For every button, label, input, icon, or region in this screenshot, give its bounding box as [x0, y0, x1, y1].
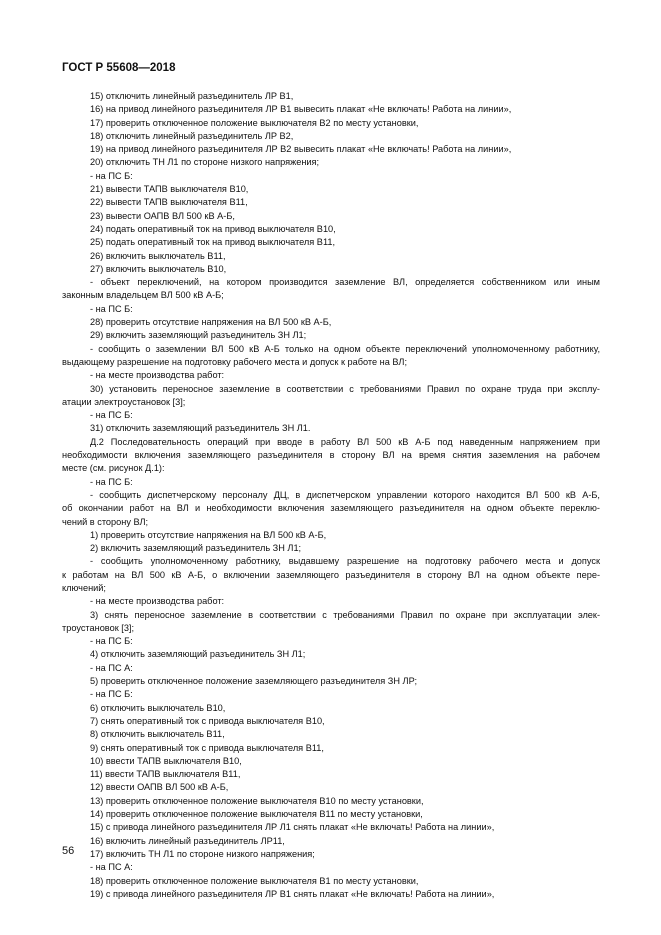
- page-number: 56: [62, 845, 75, 857]
- text-line: - объект переключений, на котором производится заземление ВЛ, определяется собственником или иным: [90, 277, 600, 288]
- text-line: - сообщить уполномоченному работнику, выдавшему разрешение на подготовку рабочего места и допуск: [90, 556, 600, 567]
- text-line: 11) ввести ТАПВ выключателя В11,: [90, 769, 241, 780]
- text-line: 1) проверить отсутствие напряжения на ВЛ 500 кВ А-Б,: [90, 529, 327, 540]
- text-line: - сообщить о заземлении ВЛ 500 кВ А-Б только на одном объекте переключений уполномоченному работнику,: [90, 343, 600, 354]
- text-line: 13) проверить отключенное положение выключателя В10 по месту установки,: [90, 795, 424, 806]
- text-line: 24) подать оперативный ток на привод выключателя В10,: [90, 223, 336, 234]
- text-line: 12) ввести ОАПВ ВЛ 500 кВ А-Б,: [90, 782, 229, 793]
- document-header: ГОСТ Р 55608—2018: [62, 62, 176, 74]
- document-body: [62, 90, 600, 901]
- text-line: 6) отключить выключатель В10,: [90, 702, 226, 713]
- text-line: 21) вывести ТАПВ выключателя В10,: [90, 184, 249, 195]
- text-line: 29) включить заземляющий разъединитель ЗН Л1;: [90, 330, 307, 341]
- text-line: 19) с привода линейного разъединителя ЛР В1 снять плакат «Не включать! Работа на линии»,: [90, 888, 495, 899]
- text-line: - на ПС Б:: [90, 476, 133, 487]
- text-line: 26) включить выключатель В11,: [90, 250, 226, 261]
- text-line: 16) на привод линейного разъединителя ЛР В1 вывесить плакат «Не включать! Работа на линии»,: [90, 104, 512, 115]
- text-line: Д.2 Последовательность операций при вводе в работу ВЛ 500 кВ А-Б под наведенным напряжением при: [90, 436, 600, 447]
- text-line: - на ПС Б:: [90, 636, 133, 647]
- text-line: 7) снять оперативный ток с привода выключателя В10,: [90, 715, 325, 726]
- text-line: - на ПС Б:: [90, 170, 133, 181]
- text-line: - на месте производства работ:: [90, 370, 225, 381]
- text-line: троустановок [3];: [62, 622, 135, 633]
- text-line: 10) ввести ТАПВ выключателя В10,: [90, 755, 242, 766]
- text-line: 18) проверить отключенное положение выключателя В1 по месту установки,: [90, 875, 419, 886]
- text-line: - на ПС Б:: [90, 689, 133, 700]
- text-line: 18) отключить линейный разъединитель ЛР В2,: [90, 130, 294, 141]
- text-line: - на ПС Б:: [90, 303, 133, 314]
- text-line: чений в сторону ВЛ;: [62, 516, 149, 527]
- text-line: 4) отключить заземляющий разъединитель ЗН Л1;: [90, 649, 306, 660]
- text-line: - сообщить диспетчерскому персоналу ДЦ, в диспетчерском управлении которого находится ВЛ 500 кВ А-Б,: [90, 489, 600, 500]
- text-line: 19) на привод линейного разъединителя ЛР В2 вывесить плакат «Не включать! Работа на линии»,: [90, 144, 512, 155]
- text-line: 27) включить выключатель В10,: [90, 263, 227, 274]
- text-line: 30) установить переносное заземление в соответствии с требованиями Правил по охране труда при эксплу-: [90, 383, 600, 394]
- text-line: 2) включить заземляющий разъединитель ЗН Л1;: [90, 543, 302, 554]
- text-line: необходимости включения заземляющего разъединителя в сторону ВЛ на время снятия заземления на рабочем: [62, 450, 600, 461]
- text-line: 5) проверить отключенное положение заземляющего разъединителя ЗН ЛР;: [90, 676, 418, 687]
- text-line: - на ПС А:: [90, 862, 133, 873]
- text-line: 14) проверить отключенное положение выключателя В11 по месту установки,: [90, 809, 423, 820]
- text-line: 17) проверить отключенное положение выключателя В2 по месту установки,: [90, 117, 419, 128]
- text-line: к работам на ВЛ 500 кВ А-Б, о включении заземляющего разъединителя в сторону ВЛ на одном объекте пере-: [62, 569, 600, 580]
- text-line: 15) с привода линейного разъединителя ЛР Л1 снять плакат «Не включать! Работа на линии»,: [90, 822, 495, 833]
- text-line: 15) отключить линейный разъединитель ЛР В1,: [90, 91, 294, 101]
- text-line: атации электроустановок [3];: [62, 396, 186, 407]
- text-line: 17) включить ТН Л1 по стороне низкого напряжения;: [90, 848, 315, 859]
- text-line: 8) отключить выключатель В11,: [90, 729, 225, 740]
- text-line: об окончании работ на ВЛ и необходимости включения заземляющего разъединителя на одном объекте переклю-: [62, 503, 600, 514]
- text-line: - на месте производства работ:: [90, 596, 225, 607]
- text-line: выдающему разрешение на подготовку рабочего места и допуск к работе на ВЛ;: [62, 356, 408, 367]
- text-line: 31) отключить заземляющий разъединитель ЗН Л1.: [90, 423, 311, 434]
- text-line: 22) вывести ТАПВ выключателя В11,: [90, 197, 248, 208]
- text-line: законным владельцем ВЛ 500 кВ А-Б;: [62, 290, 224, 301]
- text-line: 20) отключить ТН Л1 по стороне низкого напряжения;: [90, 157, 320, 168]
- text-line: 9) снять оперативный ток с привода выключателя В11,: [90, 742, 324, 753]
- text-line: - на ПС А:: [90, 662, 133, 673]
- text-line: 3) снять переносное заземление в соответствии с требованиями Правил по охране при эксплуатации элек-: [90, 609, 600, 620]
- text-line: 16) включить линейный разъединитель ЛР11,: [90, 835, 285, 846]
- text-line: 28) проверить отсутствие напряжения на ВЛ 500 кВ А-Б,: [90, 317, 332, 328]
- text-line: ключений;: [62, 582, 106, 593]
- text-line: 23) вывести ОАПВ ВЛ 500 кВ А-Б,: [90, 210, 235, 221]
- text-line: 25) подать оперативный ток на привод выключателя В11,: [90, 237, 336, 248]
- text-line: месте (см. рисунок Д.1):: [62, 463, 165, 474]
- text-line: - на ПС Б:: [90, 410, 133, 421]
